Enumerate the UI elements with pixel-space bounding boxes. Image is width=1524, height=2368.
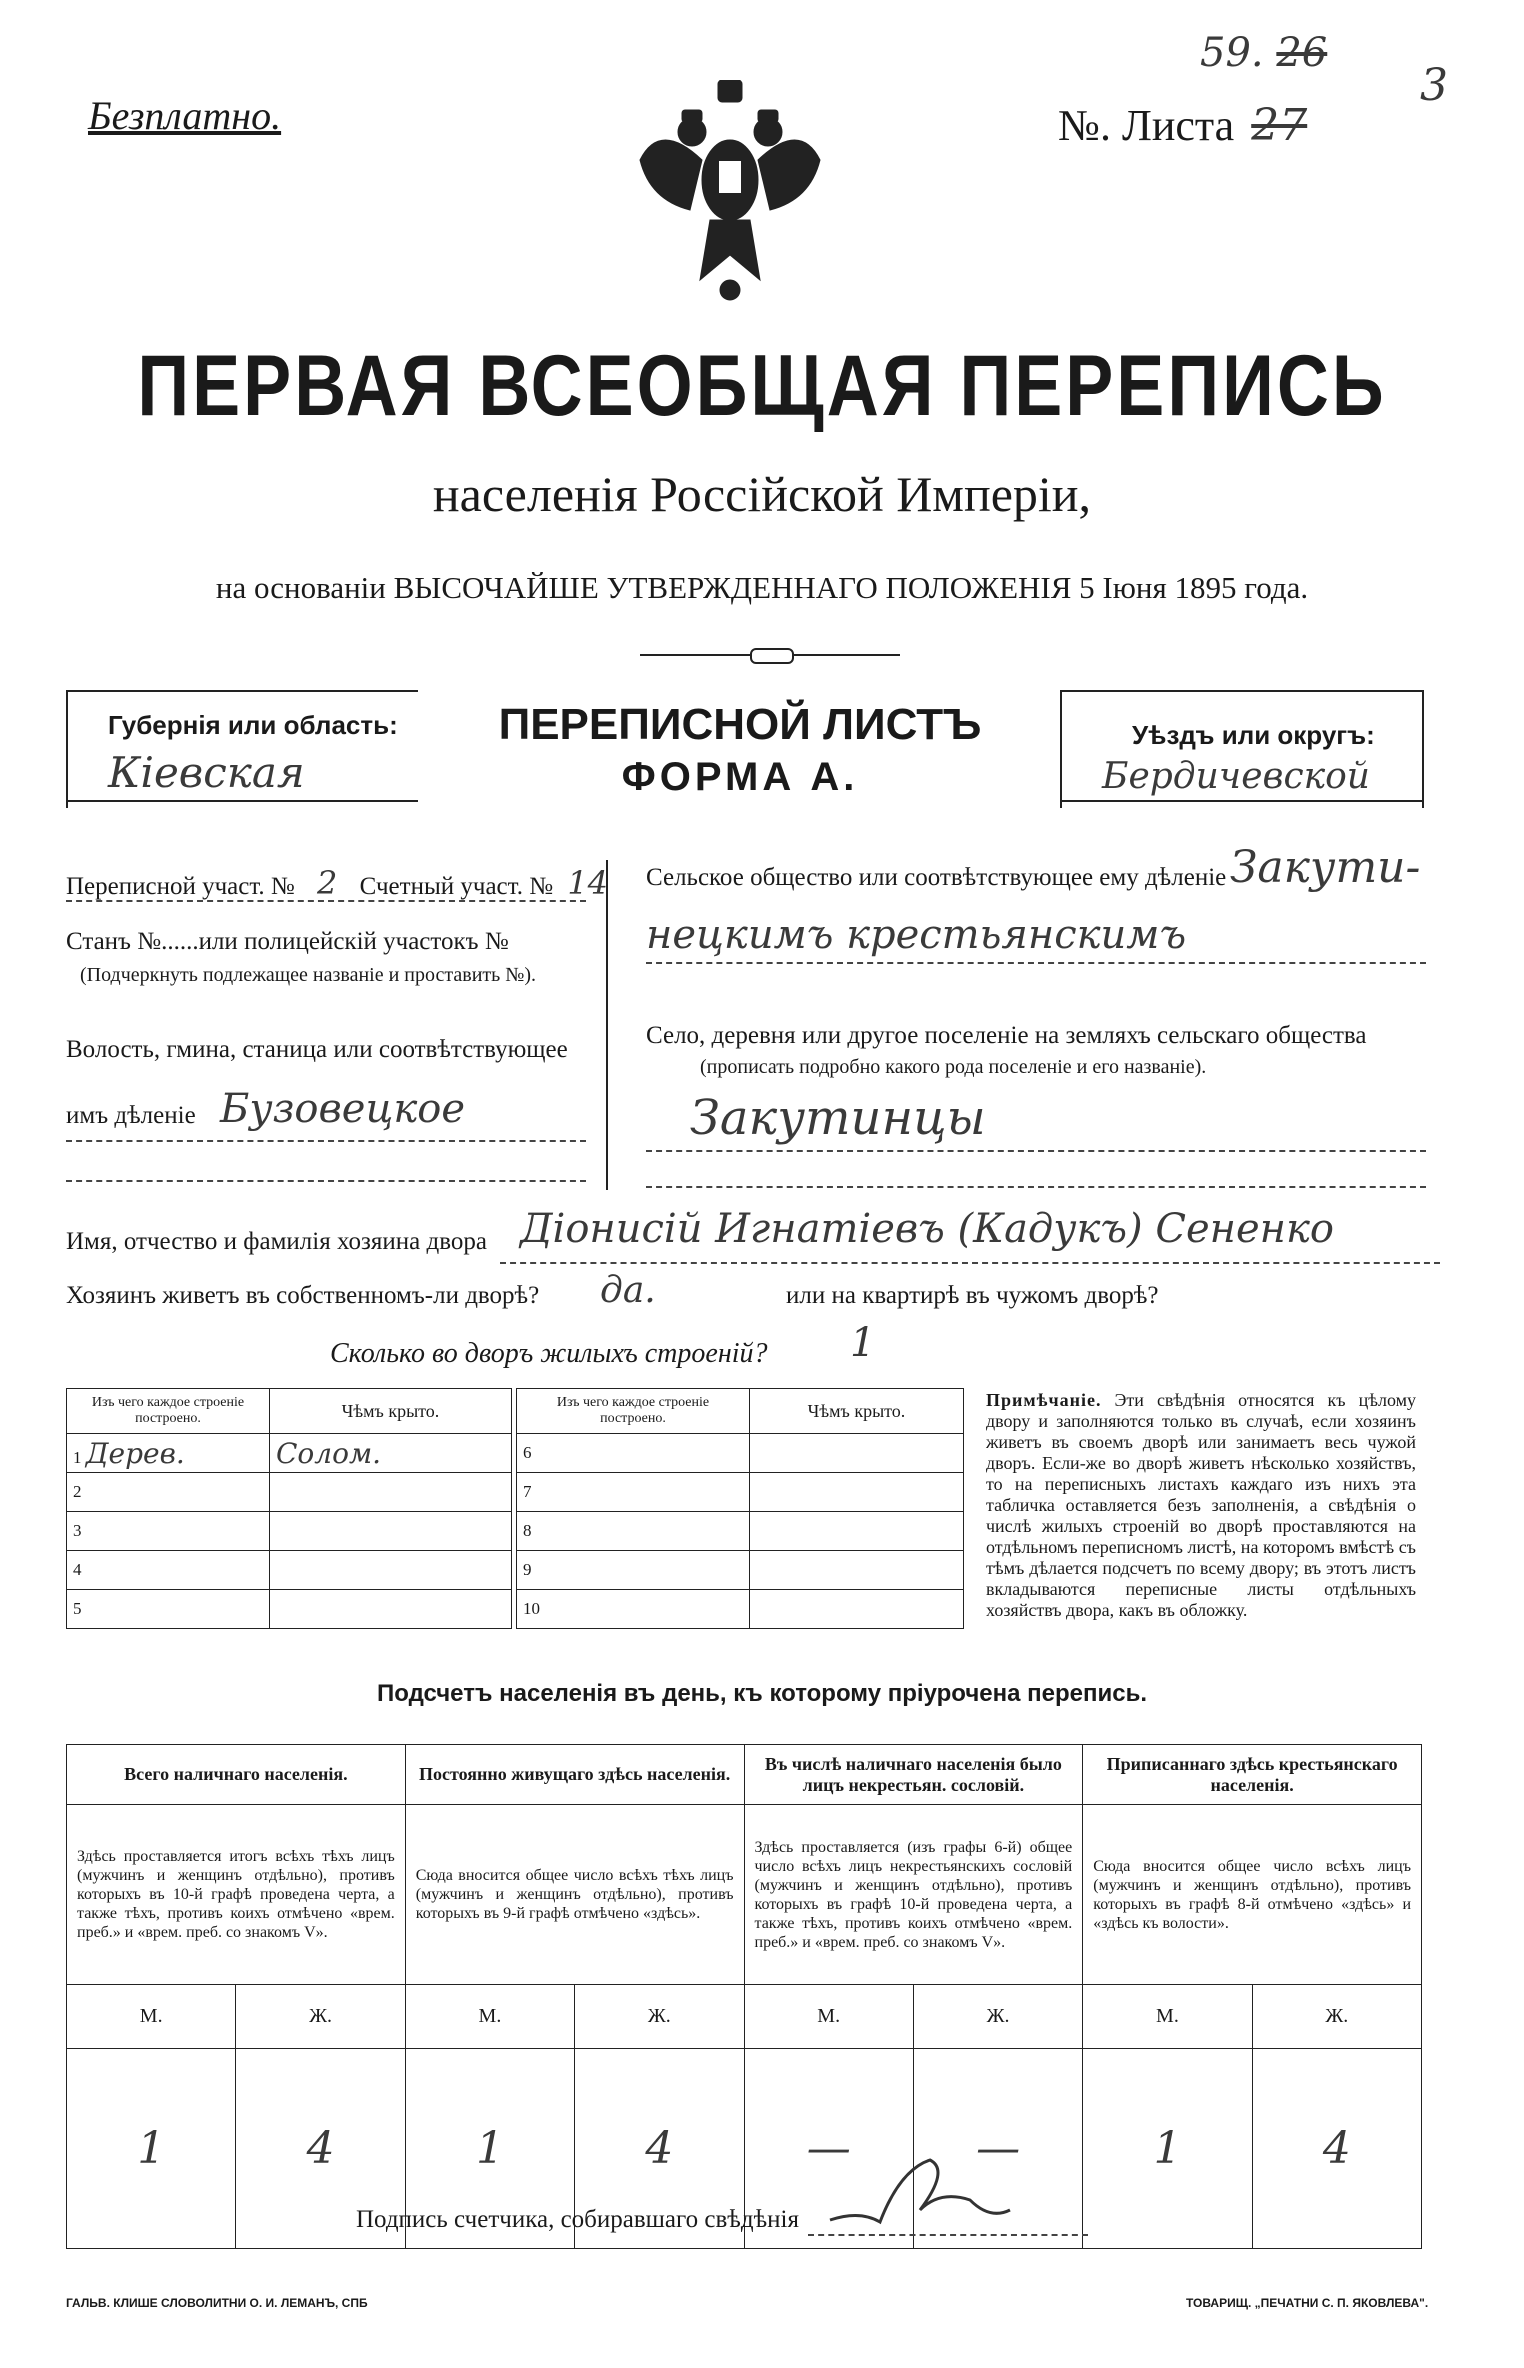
community-value: Закути-	[1230, 842, 1421, 893]
group-title: Приписаннаго здѣсь крестьянскаго населенія.	[1083, 1745, 1422, 1805]
table-row: 10	[517, 1590, 964, 1629]
female-col-label: Ж.	[575, 1985, 744, 2049]
coat-of-arms-emblem	[630, 80, 830, 310]
owner-name-label: Имя, отчество и фамилія хозяина двора	[66, 1228, 487, 1255]
table-row: 9	[517, 1551, 964, 1590]
district-box	[1060, 690, 1424, 808]
rent-label: или на квартирѣ въ чужомъ дворѣ?	[786, 1282, 1159, 1309]
sheet-title: ПЕРЕПИСНОЙ ЛИСТЪ	[498, 700, 982, 749]
census-title: ПЕРВАЯ ВСЕОБЩАЯ ПЕРЕПИСЬ	[137, 338, 1387, 434]
male-col-label: М.	[67, 1985, 236, 2049]
buildings-label: Сколько во дворъ жилыхъ строеній?	[330, 1338, 768, 1369]
building-table-right	[516, 1388, 964, 1629]
own-yard-label: Хозяинъ живетъ въ собственномъ-ли дворѣ?	[66, 1282, 540, 1309]
sheet-number-struck: 27	[1251, 100, 1308, 151]
census-basis: на основаніи ВЫСОЧАЙШЕ УТВЕРЖДЕННАГО ПОЛОЖЕНІЯ 5 Іюня 1895 года.	[215, 570, 1309, 605]
table-row: 6	[517, 1434, 964, 1473]
corner-handwritten-number: 59. 26	[1200, 30, 1328, 76]
female-col-label: Ж.	[913, 1985, 1082, 2049]
col-roof-header: Чѣмъ крыто.	[750, 1389, 964, 1434]
female-col-label: Ж.	[236, 1985, 405, 2049]
count-value: 4	[236, 2049, 405, 2249]
male-col-label: М.	[1083, 1985, 1252, 2049]
community-value-2: нецкимъ крестьянскимъ	[646, 912, 1187, 958]
province-label: Губернія или область:	[108, 710, 398, 740]
table-row: 5	[67, 1590, 512, 1629]
col-built-header: Изъ чего каждое строеніе построено.	[517, 1389, 750, 1434]
group-title: Всего наличнаго населенія.	[67, 1745, 406, 1805]
count-value: 1	[1083, 2049, 1252, 2249]
buildings-value: 1	[850, 1320, 876, 1366]
note-text: Эти свѣдѣнія относятся къ цѣлому двору и заполняются только въ случаѣ, если хозяинъ живетъ въ своемъ дворѣ или занимаетъ весь чужой дворъ. Если-же во дворѣ живетъ нѣсколько хозяйствъ, то на переписныхъ листахъ каждаго изъ нихъ эта табличка оставляется безъ заполненія, а свѣдѣнія о числѣ жилыхъ строеній во дворѣ проставляются на отдѣльномъ переписномъ листѣ, на которомъ вмѣстѣ съ тѣмъ дѣлается подсчетъ по всему двору; въ этотъ листъ вкладываются переписные листы отдѣльныхъ хозяйствъ двора, какъ въ обложку.	[986, 1390, 1417, 1620]
table-row: 4	[67, 1551, 512, 1590]
count-value: —	[913, 2049, 1082, 2249]
female-col-label: Ж.	[1252, 1985, 1421, 2049]
village-label: Село, деревня или другое поселеніе на земляхъ сельскаго общества	[646, 1022, 1367, 1049]
free-label: Безплатно.	[88, 93, 282, 138]
stan-line: Станъ №......или полицейскій участокъ №	[66, 928, 509, 955]
group-desc: Сюда вносится общее число всѣхъ тѣхъ лицъ (мужчинъ и женщинъ отдѣльно), противъ которыхъ въ 9-й графѣ отмѣчено «здѣсь».	[405, 1805, 744, 1985]
own-yard-value: да.	[600, 1270, 656, 1311]
count-value: 4	[1252, 2049, 1421, 2249]
census-section-line: Переписной участ. № 2 Счетный участ. № 14	[66, 864, 609, 902]
count-value: 4	[575, 2049, 744, 2249]
note-block	[986, 1390, 1416, 1621]
note-title: Примѣчаніе.	[986, 1390, 1102, 1410]
group-title: Постоянно живущаго здѣсь населенія.	[405, 1745, 744, 1805]
district-label: Уѣздъ или округъ:	[1132, 720, 1375, 750]
table-row: 8	[517, 1512, 964, 1551]
table-row: 1 Дерев. Солом.	[67, 1434, 512, 1473]
building-table-left	[66, 1388, 512, 1629]
volost-label: Волость, гмина, станица или соотвѣтствующее	[66, 1036, 568, 1063]
population-heading: Подсчетъ населенія въ день, къ которому пріурочена перепись.	[377, 1680, 1147, 1707]
province-box	[66, 690, 418, 808]
corner-mark: 3	[1420, 60, 1448, 111]
count-value: 1	[67, 2049, 236, 2249]
center-divider	[606, 860, 608, 1190]
count-value: 1	[405, 2049, 574, 2249]
table-row: 3	[67, 1512, 512, 1551]
province-value: Кіевская	[108, 748, 305, 797]
district-value: Бердичевской	[1102, 756, 1370, 797]
sheet-number	[1058, 100, 1307, 151]
ornament-divider	[640, 648, 900, 662]
census-section-value: 2	[317, 864, 338, 902]
col-built-header: Изъ чего каждое строеніе построено.	[67, 1389, 270, 1434]
volost-label-2: имъ дѣленіе	[66, 1102, 196, 1129]
village-value: Закутинцы	[690, 1090, 986, 1146]
col-roof-header: Чѣмъ крыто.	[270, 1389, 512, 1434]
stan-note: (Подчеркнуть подлежащее названіе и проставить №).	[80, 964, 536, 986]
census-subtitle: населенія Россійской Имперіи,	[432, 466, 1092, 522]
group-title: Въ числѣ наличнаго населенія было лицъ некрестьян. сословій.	[744, 1745, 1083, 1805]
counter-signature	[820, 2150, 1020, 2240]
population-table	[66, 1744, 1422, 2249]
male-col-label: М.	[405, 1985, 574, 2049]
printer-left: ГАЛЬВ. КЛИШЕ СЛОВОЛИТНИ О. И. ЛЕМАНЪ, СПБ	[66, 2296, 368, 2310]
count-value: —	[744, 2049, 913, 2249]
form-name: ФОРМА А.	[621, 755, 859, 799]
printer-right: ТОВАРИЩ. „ПЕЧАТНИ С. П. ЯКОВЛЕВА".	[1186, 2296, 1429, 2310]
group-desc: Сюда вносится общее число всѣхъ лицъ (мужчинъ и женщинъ отдѣльно), противъ которыхъ въ графѣ 8-й отмѣчено «здѣсь» и «здѣсь къ волости».	[1083, 1805, 1422, 1985]
table-row: 2	[67, 1473, 512, 1512]
sheet-number-label: №. Листа	[1058, 101, 1235, 150]
village-note: (прописать подробно какого рода поселеніе и его названіе).	[700, 1056, 1207, 1078]
male-col-label: М.	[744, 1985, 913, 2049]
owner-name-value: Діонисій Игнатіевъ (Кадукъ) Сененко	[520, 1206, 1334, 1252]
signature-label: Подпись счетчика, собиравшаго свѣдѣнія	[356, 2206, 799, 2233]
count-section-value: 14	[567, 864, 609, 902]
group-desc: Здѣсь проставляется итогъ всѣхъ тѣхъ лицъ (мужчинъ и женщинъ отдѣльно), противъ которыхъ въ 10-й графѣ проведена черта, а также тѣхъ, противъ коихъ отмѣчено «врем. преб.» и «врем. преб. со знакомъ V».	[67, 1805, 406, 1985]
group-desc: Здѣсь проставляется (изъ графы 6-й) общее число всѣхъ лицъ некрестьянскихъ сословій (мужчинъ и женщинъ отдѣльно), противъ которыхъ въ графѣ 10-й проведена черта, а также тѣхъ, противъ коихъ отмѣчено «врем. преб.» и «врем. преб. со знакомъ V».	[744, 1805, 1083, 1985]
community-label: Сельское общество или соотвѣтствующее ему дѣленіе	[646, 864, 1227, 891]
table-row: 7	[517, 1473, 964, 1512]
volost-value: Бузовецкое	[220, 1086, 465, 1132]
